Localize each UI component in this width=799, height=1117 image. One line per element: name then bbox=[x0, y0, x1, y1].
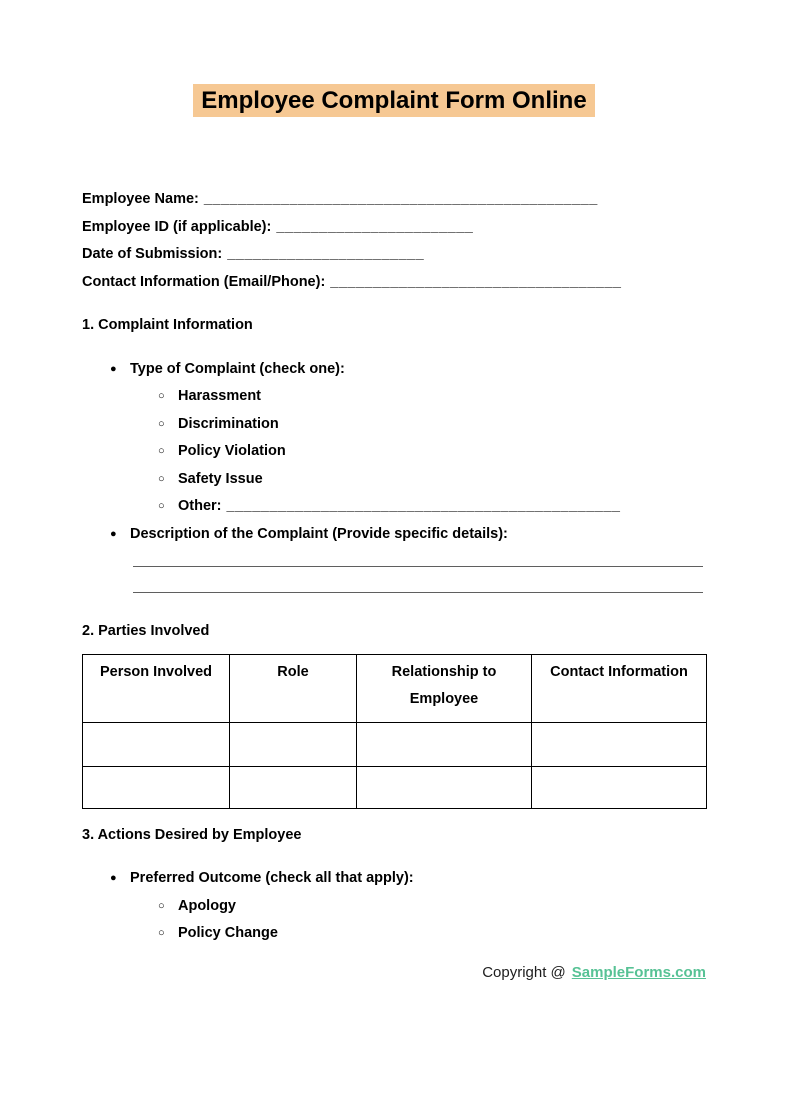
answer-line bbox=[133, 567, 703, 593]
description-answer-lines bbox=[133, 548, 703, 593]
table-row bbox=[83, 722, 707, 766]
header-contact-information: Contact Information bbox=[532, 654, 707, 722]
list-item bbox=[82, 521, 706, 549]
bullet-icon: ● bbox=[110, 872, 117, 884]
copyright-text: Copyright @ bbox=[482, 963, 566, 981]
description-label: Description of the Complaint (Provide specific details): bbox=[130, 525, 508, 542]
section-1-heading: 1. Complaint Information bbox=[82, 317, 253, 333]
list-item bbox=[82, 383, 706, 411]
list-item bbox=[82, 493, 706, 521]
header-person-involved: Person Involved bbox=[83, 654, 230, 722]
header-fields bbox=[82, 186, 706, 296]
date-of-submission-field bbox=[82, 241, 706, 269]
option-other-label: Other: bbox=[178, 498, 222, 514]
date-of-submission-blank: _______________________ bbox=[227, 246, 425, 262]
section-3-heading: 3. Actions Desired by Employee bbox=[82, 826, 302, 843]
bullet-icon: ● bbox=[110, 527, 117, 540]
option-policy-change: Policy Change bbox=[178, 925, 278, 941]
table-row bbox=[83, 766, 707, 808]
contact-information-field bbox=[82, 269, 706, 297]
table-cell bbox=[357, 766, 532, 808]
employee-id-blank: _______________________ bbox=[276, 218, 474, 235]
sampleforms-link[interactable]: SampleForms.com bbox=[571, 963, 706, 981]
preferred-outcome-label: Preferred Outcome (check all that apply): bbox=[130, 870, 414, 886]
list-item bbox=[82, 411, 706, 439]
list-item bbox=[82, 356, 706, 384]
section-2-heading: 2. Parties Involved bbox=[82, 623, 210, 639]
circle-bullet-icon: ○ bbox=[158, 445, 165, 457]
circle-bullet-icon: ○ bbox=[158, 472, 165, 485]
option-harassment: Harassment bbox=[178, 388, 262, 404]
document-page bbox=[0, 84, 799, 987]
employee-name-label: Employee Name: bbox=[82, 191, 199, 207]
answer-line bbox=[133, 548, 703, 567]
table-cell bbox=[83, 722, 230, 766]
bullet-icon: ● bbox=[110, 362, 117, 375]
circle-bullet-icon: ○ bbox=[158, 500, 165, 512]
date-of-submission-label: Date of Submission: bbox=[82, 246, 223, 262]
list-item bbox=[82, 438, 706, 466]
contact-information-label: Contact Information (Email/Phone): bbox=[82, 273, 326, 290]
employee-id-field bbox=[82, 214, 706, 242]
table-cell bbox=[83, 766, 230, 808]
complaint-type-list bbox=[82, 356, 706, 549]
type-of-complaint-label: Type of Complaint (check one): bbox=[130, 360, 345, 377]
employee-name-field bbox=[82, 186, 706, 214]
preferred-outcome-list bbox=[82, 865, 706, 948]
list-item bbox=[82, 893, 706, 921]
table-cell bbox=[532, 722, 707, 766]
option-discrimination: Discrimination bbox=[178, 415, 279, 432]
footer bbox=[82, 959, 706, 987]
employee-id-label: Employee ID (if applicable): bbox=[82, 218, 272, 235]
header-relationship: Relationship to Employee bbox=[357, 654, 532, 722]
circle-bullet-icon: ○ bbox=[158, 390, 165, 402]
title-block bbox=[82, 84, 706, 117]
parties-involved-table bbox=[82, 654, 707, 809]
option-other-blank: ______________________________________________ bbox=[226, 498, 621, 514]
table-header-row bbox=[83, 654, 707, 722]
contact-information-blank: __________________________________ bbox=[330, 273, 622, 290]
employee-name-blank: ______________________________________________ bbox=[203, 191, 598, 207]
header-role: Role bbox=[230, 654, 357, 722]
circle-bullet-icon: ○ bbox=[158, 899, 165, 912]
table-cell bbox=[532, 766, 707, 808]
option-apology: Apology bbox=[178, 897, 236, 914]
option-policy-violation: Policy Violation bbox=[178, 443, 286, 459]
option-safety-issue: Safety Issue bbox=[178, 470, 263, 487]
table-cell bbox=[230, 766, 357, 808]
table-cell bbox=[230, 722, 357, 766]
list-item bbox=[82, 920, 706, 948]
circle-bullet-icon: ○ bbox=[158, 927, 165, 939]
page-title: Employee Complaint Form Online bbox=[193, 84, 594, 117]
list-item bbox=[82, 466, 706, 494]
circle-bullet-icon: ○ bbox=[158, 417, 165, 430]
table-cell bbox=[357, 722, 532, 766]
list-item bbox=[82, 865, 706, 893]
